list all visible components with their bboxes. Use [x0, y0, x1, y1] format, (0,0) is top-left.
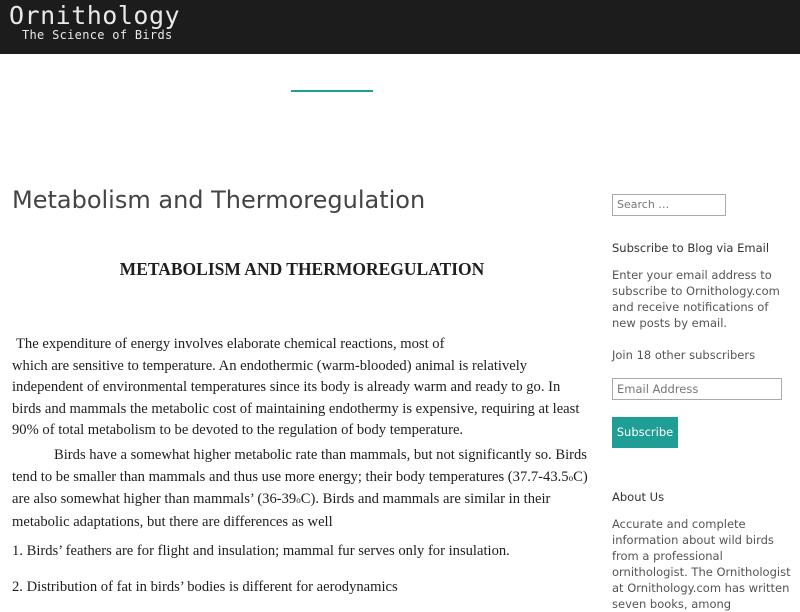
search-input[interactable]: Search …	[612, 194, 726, 216]
site-header	[0, 0, 800, 54]
article-body	[12, 250, 592, 595]
about-description: Accurate and complete information about wild birds from a professional ornithologist. The Ornithologist at Ornithology.com has written seven books, among	[612, 517, 791, 611]
subscriber-count: Join 18 other subscribers	[612, 348, 756, 362]
list-item: 2. Distribution of fat in birds’ bodies is different for aerodynamics	[12, 579, 398, 595]
article-heading: METABOLISM AND THERMOREGULATION	[119, 259, 485, 279]
subscribe-description: Enter your email address to subscribe to Ornithology.com and receive notifications of new posts by email.	[612, 268, 780, 330]
paragraph-1-body: which are sensitive to temperature. An endothermic (warm-blooded) animal is relatively independent of environmental temperatures since its body is already warm and ready to go. In birds and mammals the metabolic cost of maintaining endothermy is expensive, requiring at least 90% of total metabolism to be devoted to the regulation of body temperature.	[12, 357, 580, 438]
degree-superscript: o	[296, 495, 301, 505]
paragraph-2-text-c: C). Birds and mammals are similar in their metabolic adaptations, but there are differences as well	[12, 491, 551, 530]
paragraph-2-text-b: C) are also somewhat higher than mammals’ (36-39	[12, 468, 588, 507]
article-paragraph-1	[12, 334, 592, 442]
subscribe-button[interactable]: Subscribe	[612, 417, 678, 448]
email-field[interactable]: Email Address	[612, 378, 782, 400]
page-title: Metabolism and Thermoregulation	[12, 186, 426, 214]
paragraph-1-first-line: The expenditure of energy involves elaborate chemical reactions, most of	[16, 336, 445, 352]
list-item: 1. Birds’ feathers are for flight and insulation; mammal fur serves only for insulation.	[12, 543, 510, 559]
accent-divider	[291, 90, 373, 92]
paragraph-2-text-a: Birds have a somewhat higher metabolic rate than mammals, but not significantly so. Birds tend to be smaller than mammals and thus use more energy; their body temperatures (37.7-43.5	[12, 447, 587, 485]
article-paragraph-2	[12, 445, 592, 533]
subscribe-widget-title: Subscribe to Blog via Email	[612, 241, 770, 255]
degree-superscript: o	[568, 472, 574, 483]
site-tagline: The Science of Birds	[22, 28, 173, 42]
site-logo-title[interactable]: Ornithology	[9, 1, 181, 30]
about-widget-title: About Us	[612, 490, 665, 504]
